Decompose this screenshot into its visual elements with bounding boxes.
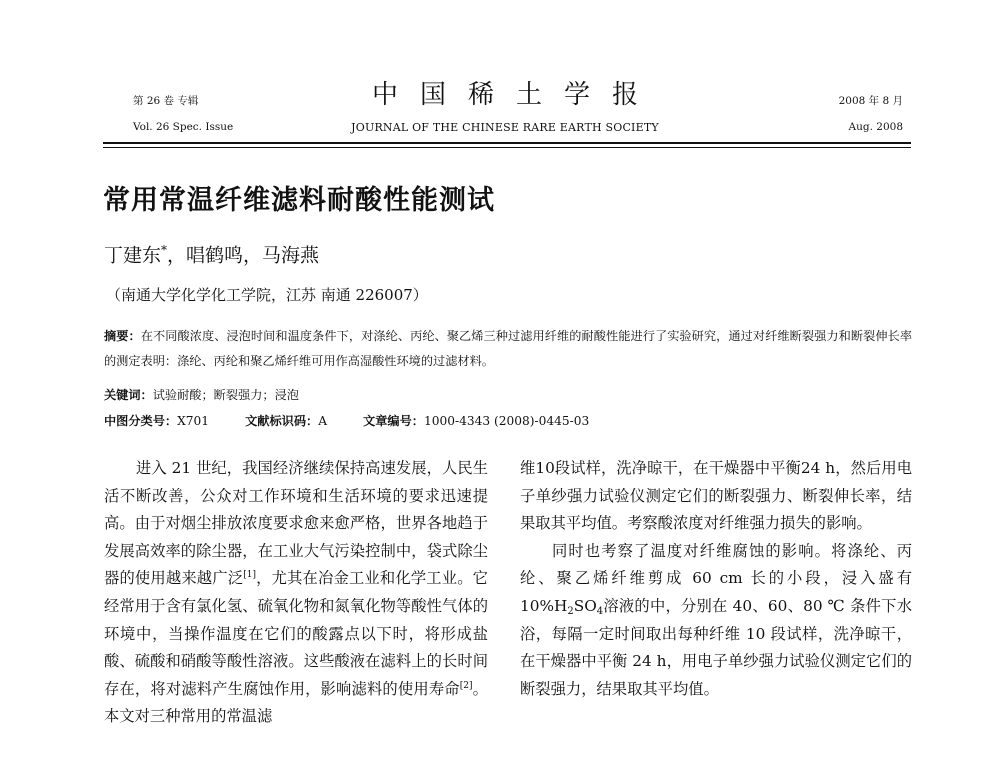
other-authors: ，唱鹤鸣，马海燕 bbox=[167, 244, 320, 267]
date-cn: 2008 年 8 月 bbox=[838, 95, 903, 107]
keywords-text: 试验耐酸；断裂强力；浸泡 bbox=[152, 388, 299, 402]
date-en: Aug. 2008 bbox=[848, 121, 903, 133]
volume-cn: 第 26 卷 专辑 bbox=[133, 95, 199, 107]
header-volume bbox=[133, 94, 233, 135]
journal-title-cn: 中国稀土学报 bbox=[371, 80, 660, 110]
corresponding-author-mark: * bbox=[161, 243, 168, 257]
first-author: 丁建东 bbox=[104, 244, 162, 267]
article-id-value: 1000-4343 (2008)-0445-03 bbox=[423, 414, 590, 428]
body-paragraph bbox=[520, 538, 912, 704]
body-text: ，尤其在冶金工业和化学工业。它经常用于含有氯化氢、硫氧化物和氮氧化物等酸性气体的环境中，当操作温度在它们的酸露点以下时，将形成盐酸、硫酸和硝酸等酸性溶液。这些酸液在滤料上的长时间存在，将对滤料产生腐蚀作用，影响滤料的使用寿命 bbox=[104, 569, 488, 698]
body-text: 。本文对三种常用的常温滤 bbox=[104, 679, 488, 726]
body-text: SO bbox=[573, 596, 597, 615]
body-text: 同时也考察了温度对纤维腐蚀的影响。将涤纶、丙纶、聚乙烯纤维剪成 60 cm 长的小段，浸入盛有 10%H bbox=[520, 541, 912, 615]
body-text: 溶液的中，分别在 40、60、80 ℃ 条件下水浴，每隔一定时间取出每种纤维 10 段试样，洗净晾干，在干燥器中平衡 24 h，用电子单纱强力试验仪测定它们的断裂强力，结果取其平均值。 bbox=[520, 596, 912, 698]
body-paragraph bbox=[104, 455, 488, 731]
doc-code-value: A bbox=[318, 414, 328, 428]
body-column-left bbox=[104, 455, 488, 731]
citation-ref[interactable]: [2] bbox=[459, 680, 473, 691]
body-paragraph: 维10段试样，洗净晾干，在干燥器中平衡24 h，然后用电子单纱强力试验仪测定它们的断裂强力、断裂伸长率，结果取其平均值。考察酸浓度对纤维强力损失的影响。 bbox=[520, 459, 912, 533]
abstract-label: 摘要： bbox=[104, 329, 141, 343]
header-journal bbox=[300, 78, 710, 135]
header-rule-thin bbox=[103, 147, 911, 148]
article-authors bbox=[104, 236, 319, 269]
keywords bbox=[104, 384, 299, 406]
body-column-right bbox=[520, 455, 912, 703]
keywords-label: 关键词： bbox=[104, 388, 153, 402]
volume-en: Vol. 26 Spec. Issue bbox=[133, 121, 234, 133]
clc-label: 中图分类号： bbox=[104, 414, 178, 428]
journal-title-en: JOURNAL OF THE CHINESE RARE EARTH SOCIETY bbox=[351, 121, 659, 134]
clc-value: X701 bbox=[177, 414, 210, 428]
header-date bbox=[839, 94, 903, 135]
classification-line bbox=[104, 410, 589, 432]
header-rule-thick bbox=[103, 142, 911, 144]
abstract bbox=[104, 324, 912, 374]
citation-ref[interactable]: [1] bbox=[243, 570, 256, 581]
article-id-label: 文章编号： bbox=[363, 414, 424, 428]
article-affiliation: （南通大学化学化工学院，江苏 南通 226007） bbox=[106, 286, 428, 304]
abstract-text: 在不同酸浓度、浸泡时间和温度条件下，对涤纶、丙纶、聚乙烯三种过滤用纤维的耐酸性能进行了实验研究，通过对纤维断裂强力和断裂伸长率的测定表明：涤纶、丙纶和聚乙烯纤维可用作高湿酸性环境的过滤材料。 bbox=[104, 329, 913, 368]
subscript: 4 bbox=[596, 605, 604, 617]
subscript: 2 bbox=[567, 605, 574, 617]
body-text: 进入 21 世纪，我国经济继续保持高速发展，人民生活不断改善，公众对工作环境和生活环境的要求迅速提高。由于对烟尘排放浓度要求愈来愈严格，世界各地趋于发展高效率的除尘器，在工业大气污染控制中，袋式除尘器的使用越来越广泛 bbox=[104, 459, 488, 588]
article-title: 常用常温纤维滤料耐酸性能测试 bbox=[103, 185, 495, 216]
doc-code-label: 文献标识码： bbox=[245, 414, 319, 428]
